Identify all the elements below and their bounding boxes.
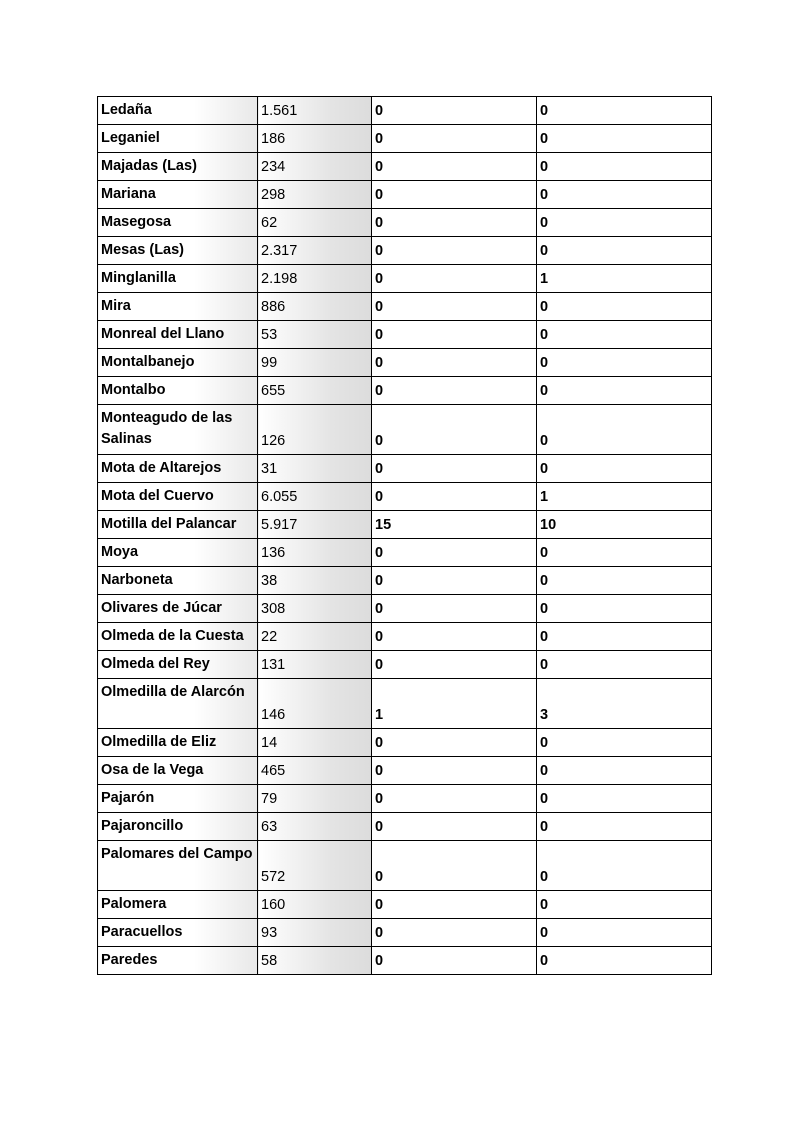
population-cell: 62 <box>258 209 372 237</box>
municipality-name-cell: Olivares de Júcar <box>98 595 258 623</box>
value-2-cell: 0 <box>537 405 712 455</box>
municipality-name-cell: Masegosa <box>98 209 258 237</box>
table-row <box>98 511 712 539</box>
table-row <box>98 651 712 679</box>
value-2-cell: 3 <box>537 679 712 729</box>
municipality-name-cell: Mota del Cuervo <box>98 483 258 511</box>
table-row <box>98 813 712 841</box>
table-row <box>98 595 712 623</box>
population-cell: 6.055 <box>258 483 372 511</box>
value-1-cell: 0 <box>372 125 537 153</box>
municipality-table <box>97 96 712 975</box>
population-cell: 465 <box>258 757 372 785</box>
population-cell: 63 <box>258 813 372 841</box>
population-cell: 160 <box>258 891 372 919</box>
municipality-name-cell: Motilla del Palancar <box>98 511 258 539</box>
value-2-cell: 0 <box>537 623 712 651</box>
value-1-cell: 0 <box>372 97 537 125</box>
population-cell: 31 <box>258 455 372 483</box>
population-cell: 53 <box>258 321 372 349</box>
value-2-cell: 0 <box>537 125 712 153</box>
population-cell: 79 <box>258 785 372 813</box>
table-row <box>98 567 712 595</box>
table-row <box>98 483 712 511</box>
table-row <box>98 455 712 483</box>
table-row <box>98 841 712 891</box>
value-1-cell: 0 <box>372 813 537 841</box>
population-cell: 308 <box>258 595 372 623</box>
municipality-name-cell: Leganiel <box>98 125 258 153</box>
value-1-cell: 0 <box>372 265 537 293</box>
value-2-cell: 0 <box>537 293 712 321</box>
value-2-cell: 0 <box>537 841 712 891</box>
value-2-cell: 0 <box>537 209 712 237</box>
table-row <box>98 785 712 813</box>
value-1-cell: 0 <box>372 483 537 511</box>
municipality-name-cell: Mariana <box>98 181 258 209</box>
population-cell: 126 <box>258 405 372 455</box>
municipality-name-cell: Palomera <box>98 891 258 919</box>
population-cell: 655 <box>258 377 372 405</box>
value-1-cell: 0 <box>372 209 537 237</box>
table-row <box>98 405 712 455</box>
value-1-cell: 0 <box>372 349 537 377</box>
municipality-name-cell: Minglanilla <box>98 265 258 293</box>
value-2-cell: 0 <box>537 153 712 181</box>
municipality-name-cell: Olmeda de la Cuesta <box>98 623 258 651</box>
table-row <box>98 181 712 209</box>
table-row <box>98 125 712 153</box>
value-1-cell: 0 <box>372 729 537 757</box>
municipality-name-cell: Montalbo <box>98 377 258 405</box>
municipality-name-cell: Ledaña <box>98 97 258 125</box>
value-2-cell: 0 <box>537 919 712 947</box>
value-2-cell: 0 <box>537 237 712 265</box>
value-1-cell: 0 <box>372 567 537 595</box>
municipality-name-cell: Pajarón <box>98 785 258 813</box>
population-cell: 93 <box>258 919 372 947</box>
table-row <box>98 97 712 125</box>
value-1-cell: 0 <box>372 623 537 651</box>
population-cell: 136 <box>258 539 372 567</box>
value-2-cell: 0 <box>537 891 712 919</box>
population-cell: 1.561 <box>258 97 372 125</box>
municipality-name-cell: Mesas (Las) <box>98 237 258 265</box>
value-2-cell: 0 <box>537 321 712 349</box>
value-2-cell: 0 <box>537 729 712 757</box>
value-1-cell: 0 <box>372 237 537 265</box>
population-cell: 99 <box>258 349 372 377</box>
table-row <box>98 891 712 919</box>
municipality-name-cell: Narboneta <box>98 567 258 595</box>
municipality-name-cell: Mota de Altarejos <box>98 455 258 483</box>
population-cell: 2.198 <box>258 265 372 293</box>
table-row <box>98 729 712 757</box>
value-1-cell: 0 <box>372 293 537 321</box>
value-2-cell: 0 <box>537 651 712 679</box>
value-1-cell: 0 <box>372 181 537 209</box>
value-2-cell: 0 <box>537 349 712 377</box>
population-cell: 146 <box>258 679 372 729</box>
population-cell: 234 <box>258 153 372 181</box>
value-2-cell: 0 <box>537 947 712 975</box>
table-body <box>98 97 712 975</box>
value-1-cell: 0 <box>372 841 537 891</box>
value-2-cell: 0 <box>537 785 712 813</box>
municipality-name-cell: Osa de la Vega <box>98 757 258 785</box>
value-1-cell: 0 <box>372 757 537 785</box>
value-1-cell: 0 <box>372 153 537 181</box>
table-row <box>98 377 712 405</box>
value-2-cell: 0 <box>537 813 712 841</box>
municipality-name-cell: Mira <box>98 293 258 321</box>
table-row <box>98 947 712 975</box>
value-1-cell: 0 <box>372 919 537 947</box>
value-2-cell: 1 <box>537 265 712 293</box>
table-row <box>98 237 712 265</box>
municipality-name-cell: Monteagudo de las Salinas <box>98 405 258 455</box>
population-cell: 14 <box>258 729 372 757</box>
value-2-cell: 0 <box>537 97 712 125</box>
population-cell: 298 <box>258 181 372 209</box>
table-row <box>98 757 712 785</box>
table-row <box>98 539 712 567</box>
value-2-cell: 0 <box>537 377 712 405</box>
municipality-name-cell: Monreal del Llano <box>98 321 258 349</box>
municipality-name-cell: Paredes <box>98 947 258 975</box>
table-row <box>98 349 712 377</box>
municipality-name-cell: Olmedilla de Eliz <box>98 729 258 757</box>
value-1-cell: 0 <box>372 377 537 405</box>
population-cell: 886 <box>258 293 372 321</box>
population-cell: 22 <box>258 623 372 651</box>
table-row <box>98 265 712 293</box>
table-row <box>98 209 712 237</box>
value-2-cell: 10 <box>537 511 712 539</box>
value-1-cell: 0 <box>372 785 537 813</box>
population-cell: 2.317 <box>258 237 372 265</box>
value-2-cell: 0 <box>537 455 712 483</box>
population-cell: 5.917 <box>258 511 372 539</box>
municipality-name-cell: Paracuellos <box>98 919 258 947</box>
value-1-cell: 0 <box>372 539 537 567</box>
population-cell: 58 <box>258 947 372 975</box>
municipality-name-cell: Olmedilla de Alarcón <box>98 679 258 729</box>
municipality-name-cell: Montalbanejo <box>98 349 258 377</box>
value-2-cell: 1 <box>537 483 712 511</box>
population-cell: 38 <box>258 567 372 595</box>
municipality-name-cell: Pajaroncillo <box>98 813 258 841</box>
value-2-cell: 0 <box>537 181 712 209</box>
value-1-cell: 0 <box>372 595 537 623</box>
municipality-name-cell: Olmeda del Rey <box>98 651 258 679</box>
population-cell: 572 <box>258 841 372 891</box>
municipality-name-cell: Moya <box>98 539 258 567</box>
value-1-cell: 0 <box>372 321 537 349</box>
value-1-cell: 0 <box>372 891 537 919</box>
value-1-cell: 0 <box>372 455 537 483</box>
table-row <box>98 623 712 651</box>
value-1-cell: 0 <box>372 947 537 975</box>
value-2-cell: 0 <box>537 595 712 623</box>
table-row <box>98 293 712 321</box>
population-cell: 131 <box>258 651 372 679</box>
municipality-name-cell: Palomares del Campo <box>98 841 258 891</box>
value-2-cell: 0 <box>537 539 712 567</box>
value-1-cell: 1 <box>372 679 537 729</box>
value-1-cell: 15 <box>372 511 537 539</box>
table-row <box>98 679 712 729</box>
table-row <box>98 321 712 349</box>
value-2-cell: 0 <box>537 567 712 595</box>
table-row <box>98 919 712 947</box>
value-2-cell: 0 <box>537 757 712 785</box>
table-row <box>98 153 712 181</box>
value-1-cell: 0 <box>372 405 537 455</box>
municipality-name-cell: Majadas (Las) <box>98 153 258 181</box>
value-1-cell: 0 <box>372 651 537 679</box>
population-cell: 186 <box>258 125 372 153</box>
